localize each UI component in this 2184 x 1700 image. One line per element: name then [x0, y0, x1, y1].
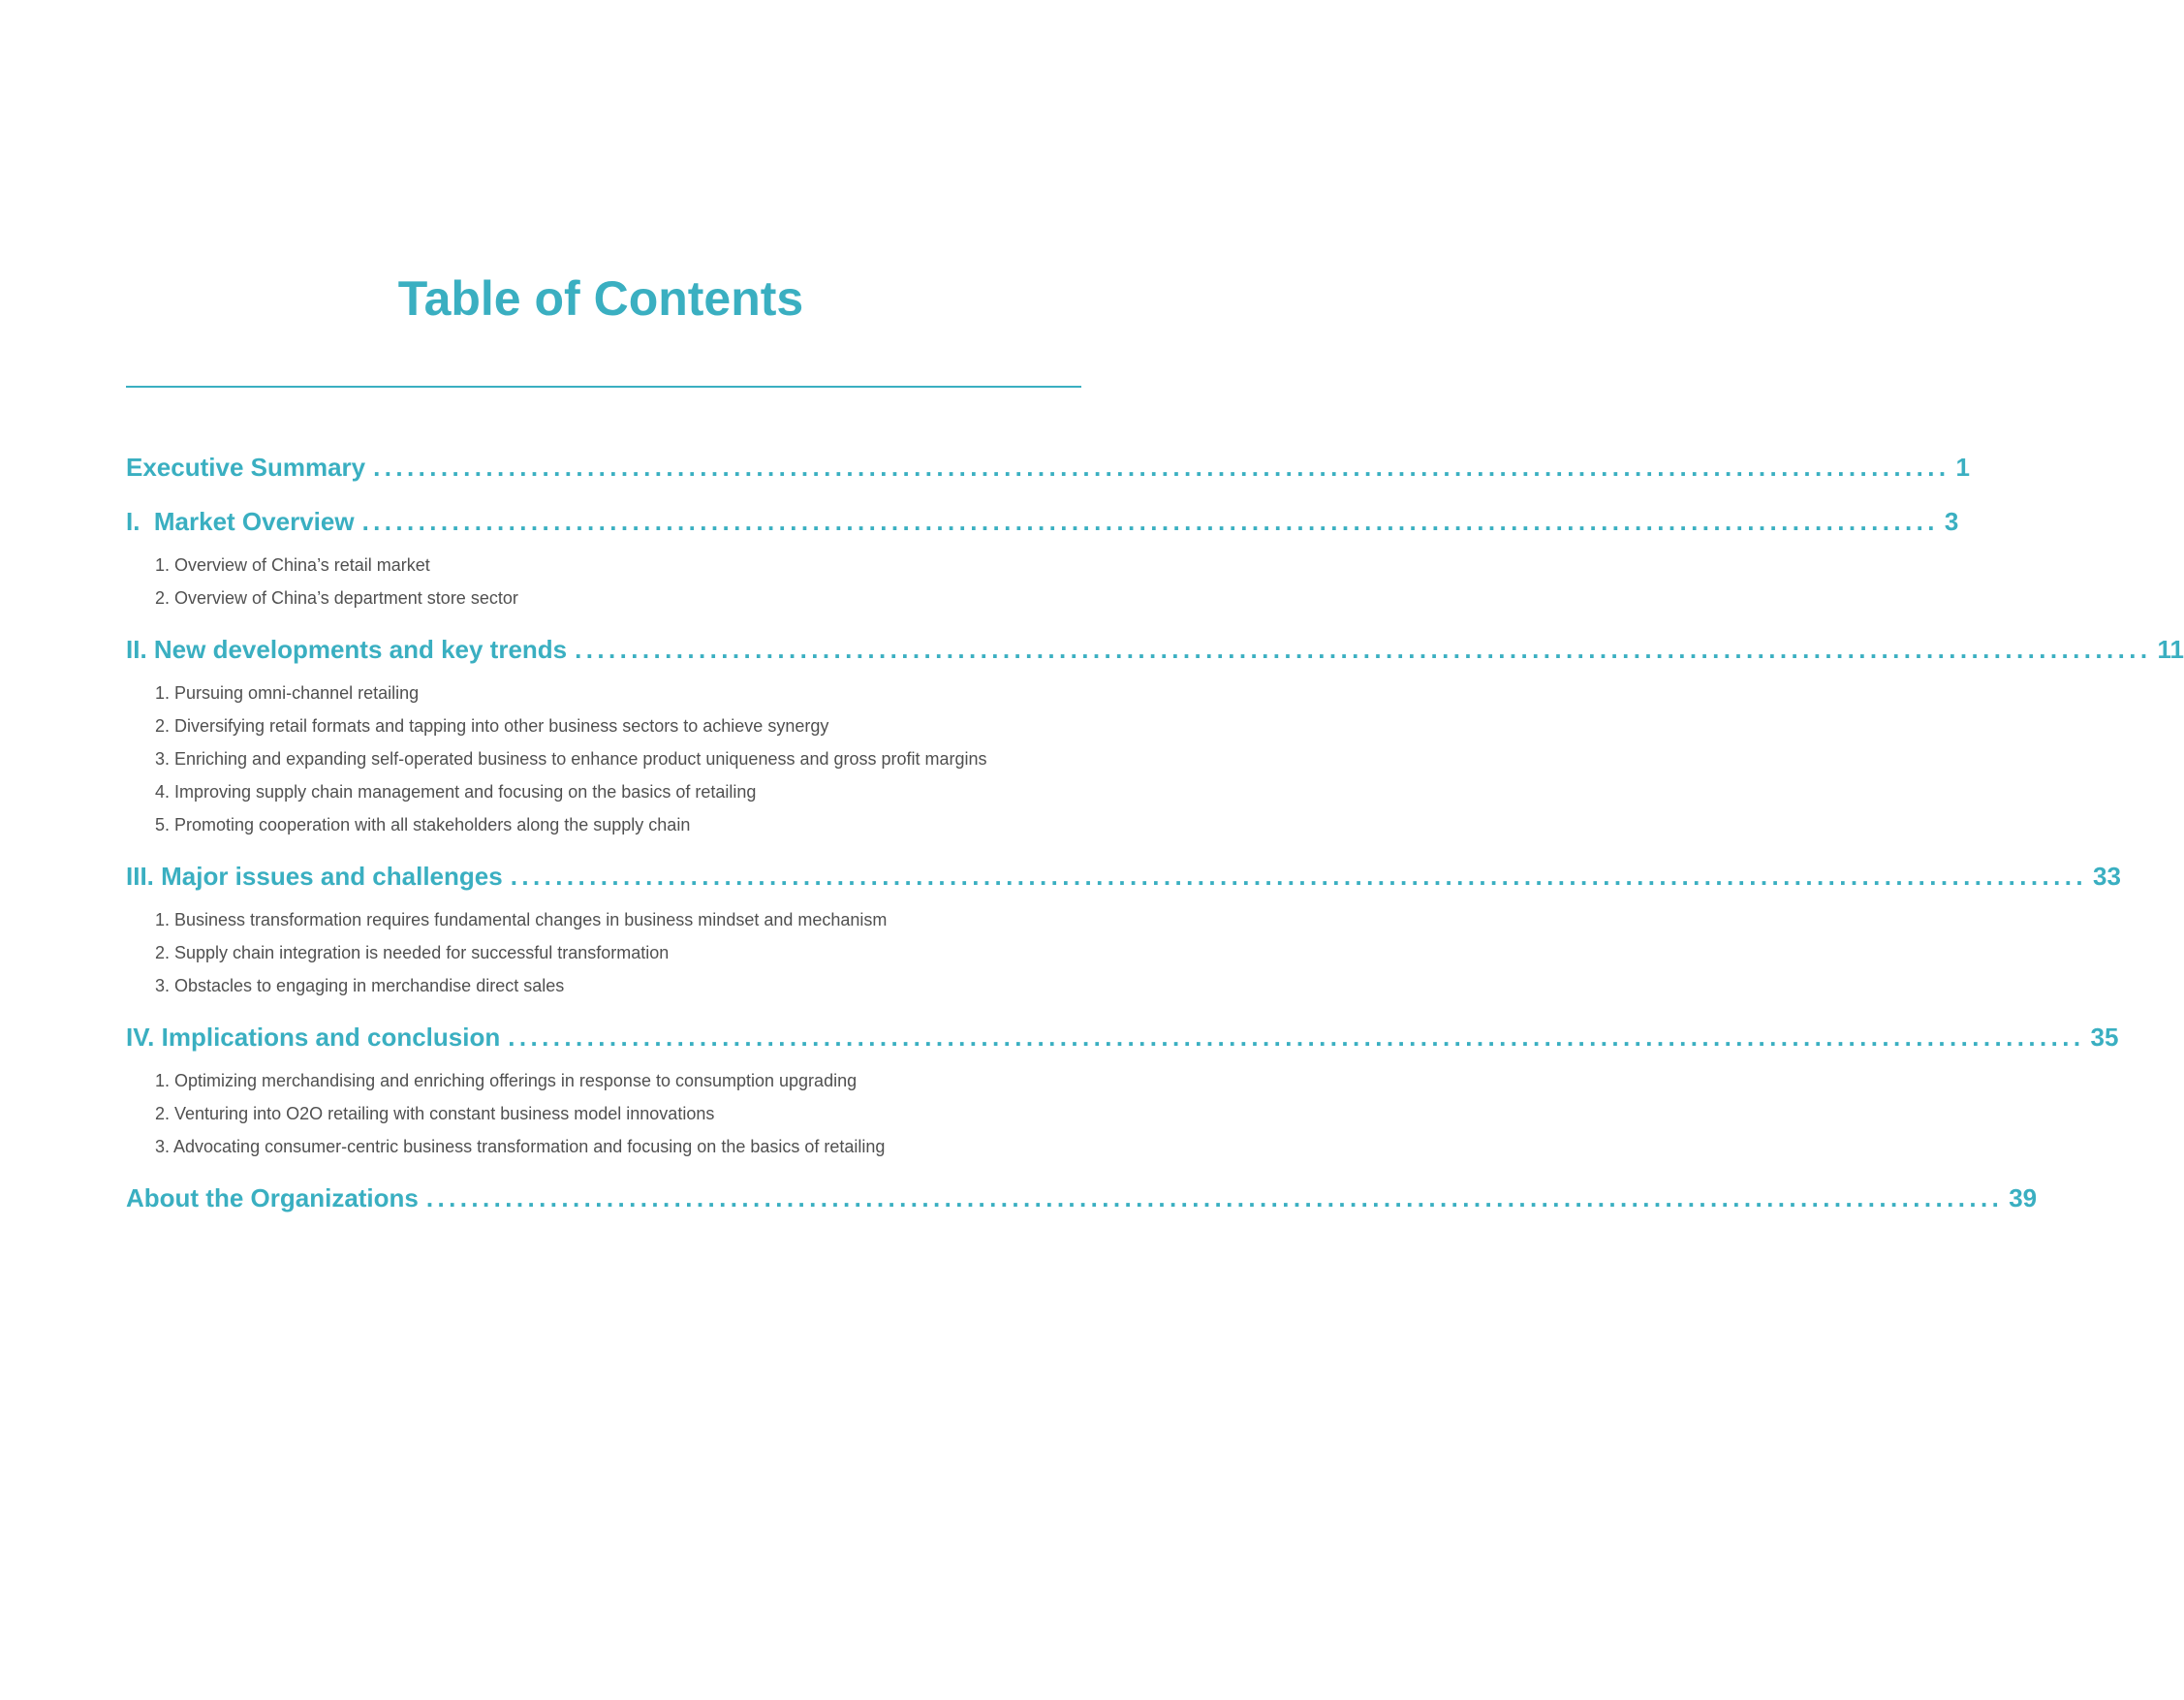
toc-heading-executive-summary[interactable] — [126, 446, 1970, 488]
dot-leader: ............................................................................................................................................ — [575, 635, 2152, 664]
toc-section-major-issues — [126, 855, 2121, 1002]
toc-heading-label: About the Organizations — [126, 1183, 419, 1212]
toc-subitem[interactable]: 5. Promoting cooperation with all stakeholders along the supply chain — [155, 815, 691, 834]
toc-subitem[interactable]: 3. Advocating consumer-centric business transformation and focusing on the basics of retailing — [155, 1137, 886, 1156]
toc-subitem[interactable]: 2. Supply chain integration is needed for successful transformation — [155, 943, 670, 962]
toc-subitem[interactable]: 2. Venturing into O2O retailing with constant business model innovations — [155, 1104, 715, 1123]
toc-heading-label: II. New developments and key trends — [126, 635, 568, 664]
page-title: Table of Contents — [397, 271, 804, 326]
toc-page-number: 33 — [2093, 862, 2121, 891]
toc-subitem[interactable]: 1. Business transformation requires fundamental changes in business mindset and mechanism — [155, 910, 888, 929]
dot-leader: ............................................................................................................................................ — [425, 1183, 2004, 1212]
toc-page-number: 1 — [1955, 453, 1970, 482]
toc-heading-major-issues[interactable] — [126, 855, 2121, 897]
toc-section-new-developments — [126, 628, 2184, 841]
table-of-contents — [126, 446, 2184, 1219]
dot-leader: ............................................................................................................................................ — [373, 453, 1950, 482]
toc-page-number: 35 — [2090, 1023, 2119, 1052]
title-divider — [126, 386, 1081, 388]
toc-subitem[interactable]: 1. Optimizing merchandising and enriching offerings in response to consumption upgrading — [155, 1071, 858, 1090]
toc-heading-market-overview[interactable] — [126, 500, 1959, 543]
toc-subitems — [155, 549, 1085, 614]
dot-leader: ............................................................................................................................................ — [361, 507, 1939, 536]
toc-subitems — [155, 1064, 1085, 1163]
toc-heading-label: I. Market Overview — [126, 507, 355, 536]
toc-subitems — [155, 677, 1085, 841]
toc-heading-implications[interactable] — [126, 1016, 2119, 1058]
toc-heading-label: III. Major issues and challenges — [126, 862, 503, 891]
toc-subitem[interactable]: 4. Improving supply chain management and focusing on the basics of retailing — [155, 782, 757, 802]
toc-heading-new-developments[interactable] — [126, 628, 2184, 671]
toc-page-number: 39 — [2009, 1183, 2038, 1212]
toc-section-executive-summary — [126, 446, 1970, 488]
toc-subitem[interactable]: 1. Overview of China’s retail market — [155, 555, 430, 575]
toc-subitem[interactable]: 2. Diversifying retail formats and tapping into other business sectors to achieve synergy — [155, 716, 829, 736]
toc-heading-about[interactable] — [126, 1177, 2038, 1219]
toc-heading-label: IV. Implications and conclusion — [126, 1023, 501, 1052]
toc-page-number: 3 — [1944, 507, 1959, 536]
toc-section-implications — [126, 1016, 2119, 1163]
toc-subitem[interactable]: 3. Enriching and expanding self-operated business to enhance product uniqueness and gross profit margins — [155, 749, 987, 769]
toc-heading-label: Executive Summary — [126, 453, 366, 482]
dot-leader: ............................................................................................................................................ — [510, 862, 2088, 891]
toc-page-number: 11 — [2157, 635, 2184, 664]
toc-section-market-overview — [126, 500, 1959, 614]
dot-leader: ............................................................................................................................................ — [508, 1023, 2085, 1052]
toc-subitems — [155, 903, 1085, 1002]
toc-subitem[interactable]: 1. Pursuing omni-channel retailing — [155, 683, 420, 703]
toc-section-about — [126, 1177, 2038, 1219]
toc-subitem[interactable]: 2. Overview of China’s department store sector — [155, 588, 518, 608]
toc-subitem[interactable]: 3. Obstacles to engaging in merchandise direct sales — [155, 976, 565, 995]
